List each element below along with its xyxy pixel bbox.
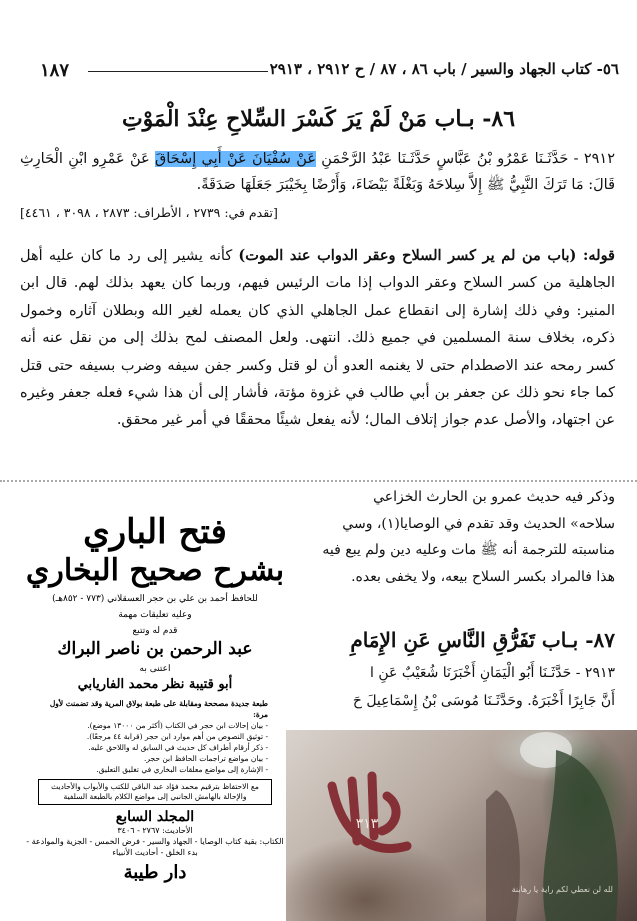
cover-subtitle: بشرح صحيح البخاري	[25, 553, 285, 588]
cover-edited-by: اعتنى به	[139, 664, 171, 674]
hadith-text-start: ٢٩١٢ - حَدَّثَـنَا عَمْرُو بْنُ عَبَّاسٍ حَدَّثَـنَا عَبْدُ الرَّحْمَنِ	[315, 151, 615, 167]
commentary-body: كأنه يشير إلى رد ما كان عليه أهل الجاهلية من كسر السلاح وعقر الدواب إذا مات الرئيس فيهم، وربما كان يعهد بذلك لهم. قال ابن المنير: وفي ذلك إشارة إلى انقطاع عمل الجاهلي الذي كان يعمله لغير الله وبطلان آثاره وخمول ذكره، بخلاف سنة المسلمين في جميع ذلك. انتهى. ولعل المصنف لمح بذلك إلى من نقل عنه أنه كسر رمحه عند الاصطدام حتى لا يغنمه العدو أن لو قتل وكسر جفن سيفه وضرب بسيفه حتى قتل كما جاء نحو ذلك عن جعفر بن أبي طالب في غزوة مؤتة، فأشار إلى أن هذا شيء فعله جعفر وغيره عن اجتهاد، والأصل عدم جواز إتلاف المال؛ لأنه يفعل شيئًا محققًا في أمر غير محقق.	[20, 248, 615, 429]
cover-author: للحافظ أحمد بن علي بن حجر العسقلاني (٧٧٣ - ٨٥٢هـ)	[52, 594, 258, 604]
commentary-lead: قوله: (باب من لم ير كسر السلاح وعقر الدواب عند الموت)	[238, 247, 615, 264]
hadith-line: ٢٩١٣ - حَدَّثَـنَا أَبُو الْيَمَانِ أَخْبَرَنَا شُعَيْبٌ عَنِ ا	[370, 665, 615, 681]
cover-scholar: عبد الرحمن بن ناصر البراك	[57, 639, 253, 659]
commentary-line: سلاحه» الحديث وقد تقدم في الوصايا(١)، وسي	[342, 515, 615, 532]
chapter-87-title: ٨٧- بـاب تَفَرُّقِ النَّاسِ عَنِ الإِمَامِ	[350, 628, 615, 652]
cover-editor: أبو قتيبة نظر محمد الفاريابي	[77, 677, 233, 692]
cover-edition-note: طبعة جديدة مصححة ومقابلة على طبعة بولاق المرية وقد تضمنت لأول مرة:	[49, 699, 268, 719]
commentary-continued	[300, 484, 615, 590]
commentary	[20, 242, 615, 435]
header-rule	[88, 71, 268, 72]
cover-feature: - توثيق النصوص من أهم موارد ابن حجر (قرابة ٤٤ مرجعًا).	[86, 732, 268, 741]
running-head: ٥٦- كتاب الجهاد والسير / باب ٨٦ ، ٨٧ / ح ٢٩١٢ ، ٢٩١٣	[269, 60, 619, 78]
cover-features	[24, 698, 286, 775]
cover-feature: - بيان إحالات ابن حجر في الكتاب (أكثر من ١٣٠٠٠ موضع).	[87, 721, 268, 730]
photo-overlay	[286, 730, 637, 921]
cover-publisher: دار طيبة	[123, 862, 187, 883]
photo-caption: لله لن نعطي لكم راية يا رهابنة	[511, 885, 613, 894]
commentary-line: وذكر فيه حديث عمرو بن الحارث الخزاعي	[373, 489, 615, 505]
dotted-separator	[0, 480, 637, 482]
cover-books: الكتاب: بقية كتاب الوصايا - الجهاد والسير - فرض الخمس - الجزية والموادعة - بدء الخلق - أحاديث الأنبياء	[26, 837, 284, 857]
hadith-text-rest: عَنْ عَمْرِو ابْنِ الْحَارِثِ قَالَ: مَا تَرَكَ النَّبِيُّ ﷺ إِلاَّ سِلاحَهُ وَبَغْلَةً بَيْضَاءَ، وَأَرْضًا بِخَيْبَرَ جَعَلَهَا صَدَقَةً.	[20, 151, 615, 193]
page-number: ١٨٧	[40, 60, 70, 81]
calligraphy-number: ٣١٣	[355, 816, 379, 832]
hadith-2913	[300, 659, 615, 715]
commentary-line: مناسبته للترجمة أنه ﷺ مات وعليه دين ولم يبع فيه	[322, 542, 615, 558]
cover-volume: المجلد السابع	[115, 809, 195, 825]
chapter-title: ٨٦- بـاب مَنْ لَمْ يَرَ كَسْرَ السِّلاحِ عِنْدَ الْمَوْتِ	[121, 106, 516, 132]
cover-feature: - ذكر أرقام أطراف كل حديث في السابق له واللاحق عليه.	[88, 743, 268, 752]
hadith-references: [تقدم في: ٢٧٣٩ ، الأطراف: ٢٨٧٣ ، ٣٠٩٨ ، ٤٤٦١]	[20, 205, 278, 220]
calligraphy-logo	[312, 766, 422, 876]
book-cover	[24, 500, 286, 912]
hadith-line: أَنَّ جَابِرًا أَخْبَرَهُ. وحَدَّثَـنَا مُوسَى بْنُ إِسْمَاعِيلَ حَ	[352, 693, 615, 709]
cover-hadiths-range: الأحاديث: ٢٧٦٧ - ٣٤٠٦	[117, 826, 193, 835]
highlighted-text[interactable]: عَنْ سُفْيَانَ عَنْ أَبِي إِسْحَاقَ	[155, 151, 316, 167]
cover-notes-by: وعليه تعليقات مهمة	[118, 610, 192, 620]
cover-box: مع الاحتفاظ بترقيم محمد فؤاد عبد الباقي للكتب والأبواب والأحاديث والإحالة بالهامش الجانبي إلى مواضع الكلام بالطبعة السلفية	[38, 779, 272, 805]
cover-feature: - بيان مواضع تراجمات الحافظ ابن حجر.	[143, 754, 268, 763]
cover-intro: قدم له وتتبع	[132, 626, 178, 636]
commentary-line: هذا فالمراد بكسر السلاح بيعه، ولا يخفى بعده.	[351, 568, 615, 585]
cover-title: فتح الباري	[83, 512, 227, 552]
cover-feature: - الإشارة إلى مواضع معلقات البخاري في تغليق التعليق.	[96, 765, 268, 774]
hadith-2912	[20, 146, 615, 198]
